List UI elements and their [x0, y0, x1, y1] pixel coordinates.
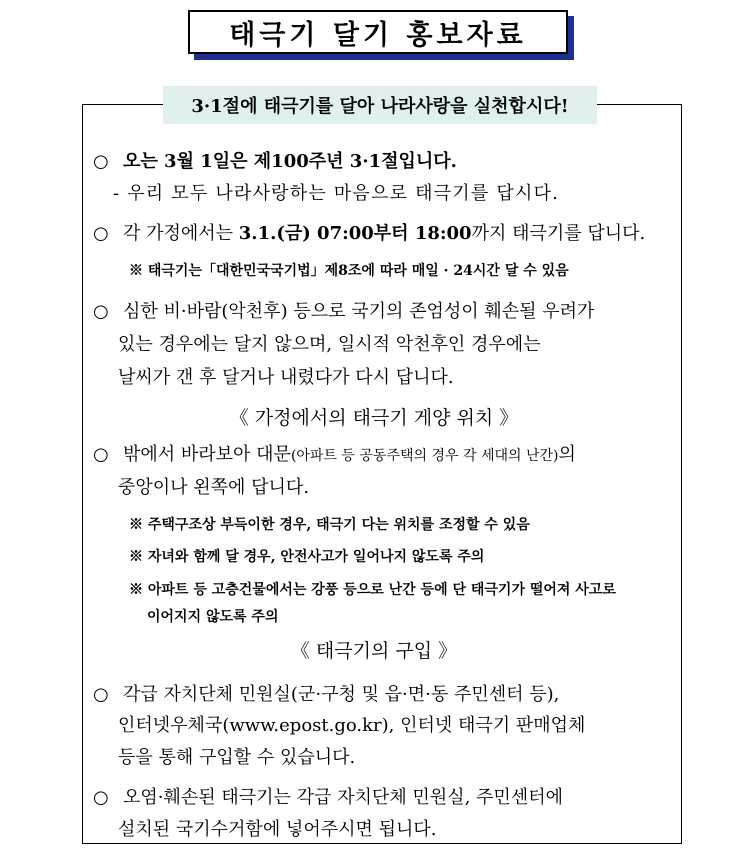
purchase-line-1: ○ 각급 자치단체 민원실(군·구청 및 읍·면·동 주민센터 등),	[93, 684, 560, 705]
time-item: ○ 각 가정에서는 3.1.(금) 07:00부터 18:00까지 태극기를 답니다.	[93, 223, 646, 244]
time-note: ※ 태극기는「대한민국국기법」제8조에 따라 매일 · 24시간 달 수 있음	[129, 263, 569, 279]
purchase-line-3: 등을 통해 구입할 수 있습니다.	[118, 747, 356, 768]
bullet-circle-icon: ○	[93, 223, 109, 244]
weather-line-2: 있는 경우에는 달지 않으며, 일시적 악천후인 경우에는	[118, 334, 541, 355]
position-line-2: 중앙이나 왼쪽에 답니다.	[118, 477, 310, 498]
bullet-circle-icon: ○	[93, 684, 109, 705]
position-line-1: ○ 밖에서 바라보아 대문(아파트 등 공동주택의 경우 각 세대의 난간)의	[93, 444, 576, 465]
position-note-1: ※ 주택구조상 부득이한 경우, 태극기 다는 위치를 조정할 수 있음	[129, 517, 530, 533]
bullet-circle-icon: ○	[93, 151, 109, 172]
disposal-line-2: 설치된 국기수거함에 넣어주시면 됩니다.	[118, 819, 437, 840]
purchase-line-2: 인터넷우체국(www.epost.go.kr), 인터넷 태극기 판매업체	[118, 715, 586, 736]
weather-line-3: 날씨가 갠 후 달거나 내렸다가 다시 답니다.	[118, 367, 454, 388]
position-note-3: ※ 아파트 등 고층건물에서는 강풍 등으로 난간 등에 단 태극기가 떨어져 사고로	[129, 582, 616, 598]
page-title: 태극기 달기 홍보자료	[188, 10, 568, 54]
bullet-circle-icon: ○	[93, 444, 109, 465]
intro-line-2: - 우리 모두 나라사랑하는 마음으로 태극기를 답시다.	[113, 183, 560, 204]
section-heading-position: 《 가정에서의 태극기 게양 위치 》	[229, 407, 519, 429]
bullet-circle-icon: ○	[93, 301, 109, 322]
position-note-3-cont: 이어지지 않도록 주의	[147, 609, 279, 625]
disposal-line-1: ○ 오염·훼손된 태극기는 각급 자치단체 민원실, 주민센터에	[93, 787, 563, 808]
bullet-circle-icon: ○	[93, 787, 109, 808]
weather-line-1: ○ 심한 비·바람(악천후) 등으로 국기의 존엄성이 훼손될 우려가	[93, 301, 595, 322]
position-note-2: ※ 자녀와 함께 달 경우, 안전사고가 일어나지 않도록 주의	[129, 549, 485, 565]
intro-line-1: ○ 오는 3월 1일은 제100주년 3·1절입니다.	[93, 151, 457, 172]
section-heading-purchase: 《 태극기의 구입 》	[290, 640, 458, 662]
subtitle-banner: 3·1절에 태극기를 달아 나라사랑을 실천합시다!	[163, 86, 597, 124]
